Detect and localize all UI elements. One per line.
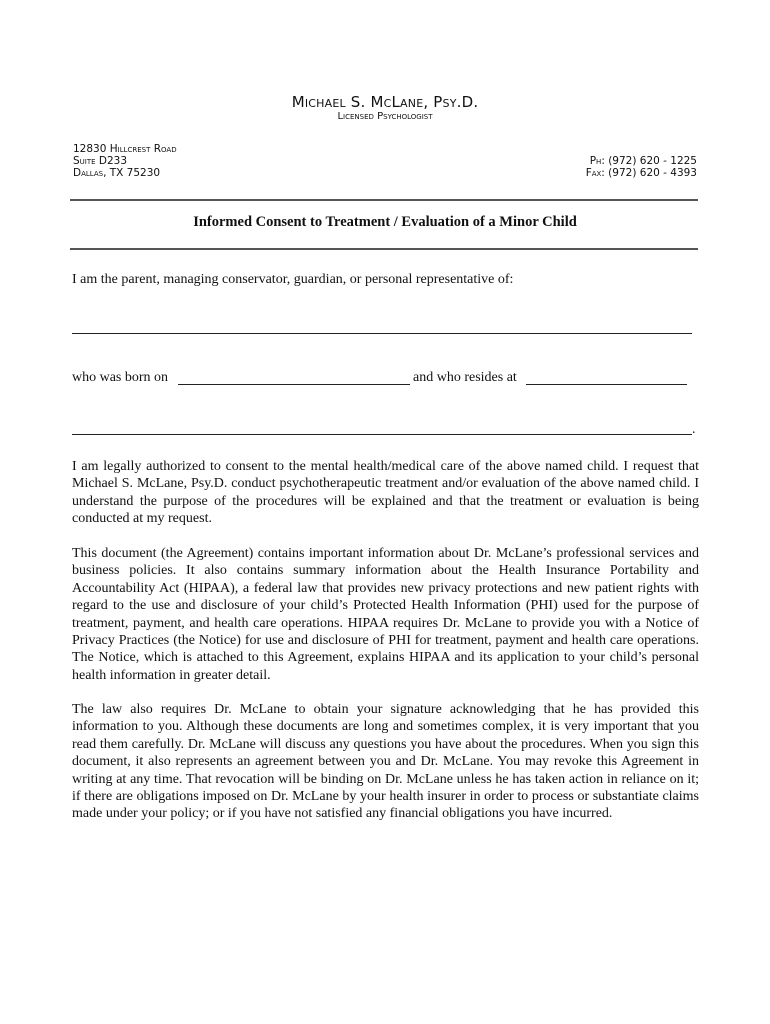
field-end-period: . [692, 422, 696, 437]
address-line: 12830 Hillcrest Road [73, 143, 177, 155]
child-name-field[interactable] [72, 333, 692, 334]
practitioner-name: Michael S. McLane, Psy.D. [291, 93, 479, 111]
residence-field[interactable] [526, 384, 687, 385]
practitioner-credential: Licensed Psychologist [337, 111, 433, 122]
contact-numbers [586, 155, 697, 179]
address-line: Suite D233 [73, 155, 128, 167]
birth-date-field[interactable] [178, 384, 410, 385]
address-line: Dallas, TX 75230 [73, 167, 161, 179]
document-title: Informed Consent to Treatment / Evaluation of a Minor Child [193, 214, 577, 230]
resides-label: and who resides at [413, 370, 517, 385]
born-label: who was born on [72, 370, 169, 385]
title-divider [70, 248, 698, 250]
authorization-paragraph: I am legally authorized to consent to the mental health/medical care of the above named child. I request that Michael S. McLane, Psy.D. conduct psychotherapeutic treatment and/or evaluation of the above named child. I understand the purpose of the procedures will be explained and that the treatment or evaluation is being conducted at my request. [72, 459, 699, 527]
agreement-paragraph: This document (the Agreement) contains important information about Dr. McLane’s professional services and business policies. It also contains summary information about the Health Insurance Portability and Accountability Act (HIPAA), a federal law that provides new privacy protections and new patient rights with regard to the use and disclosure of your child’s Protected Health Information (PHI) used for the purpose of treatment, payment, and health care operations. HIPAA requires Dr. McLane to provide you with a Notice of Privacy Practices (the Notice) for use and disclosure of PHI for treatment, payment and health care operations. The Notice, which is attached to this Agreement, explains HIPAA and its application to your child’s personal health information in greater detail. [72, 546, 699, 683]
fax-number: Fax: (972) 620 - 4393 [585, 167, 697, 179]
intro-statement: I am the parent, managing conservator, guardian, or personal representative of: [72, 272, 514, 287]
address-continuation-field[interactable] [72, 434, 692, 435]
signature-requirement-paragraph: The law also requires Dr. McLane to obtain your signature acknowledging that he has provided this information to you. Although these documents are long and sometimes complex, it is very important that you read them carefully. Dr. McLane will discuss any questions you have about the procedures. When you sign this document, it also represents an agreement between you and Dr. McLane. You may revoke this Agreement in writing at any time. That revocation will be binding on Dr. McLane unless he has taken action in reliance on it; if there are obligations imposed on Dr. McLane by your health insurer in order to process or substantiate claims made under your policy; or if you have not satisfied any financial obligations you have incurred. [72, 702, 699, 822]
office-address [73, 143, 177, 179]
header-divider [70, 199, 698, 201]
phone-number: Ph: (972) 620 - 1225 [589, 155, 697, 167]
